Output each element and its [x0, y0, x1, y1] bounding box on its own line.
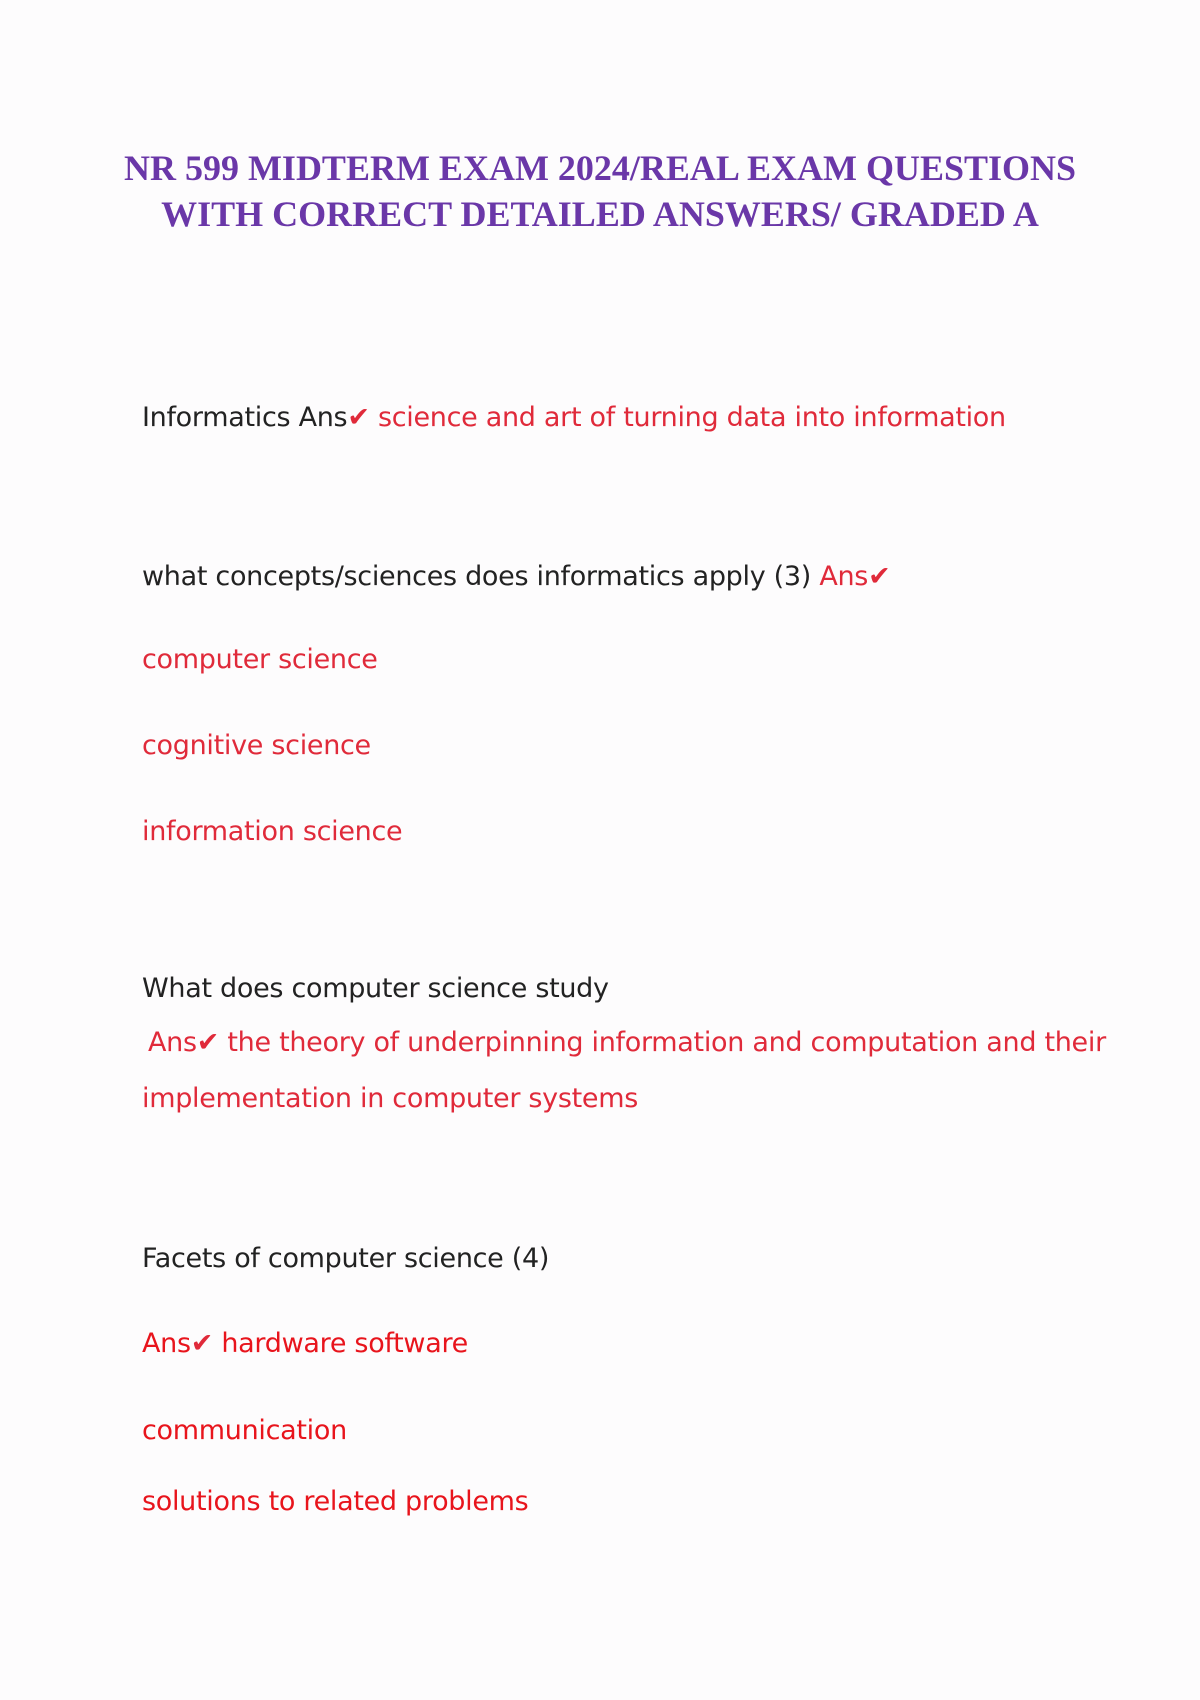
- answer-item: cognitive science: [142, 730, 371, 761]
- qa-informatics: [142, 402, 1006, 433]
- question-text: What does computer science study: [142, 973, 609, 1004]
- ans-label: Ans: [148, 1027, 197, 1058]
- answer-line: [142, 1328, 468, 1359]
- answer-line: [148, 1027, 1106, 1058]
- check-icon: ✔: [868, 561, 891, 592]
- answer-text: hardware software: [221, 1328, 468, 1359]
- ans-label: Ans: [819, 561, 869, 592]
- document-title: [100, 145, 1100, 237]
- answer-text: science and art of turning data into information: [377, 402, 1006, 433]
- answer-item: communication: [142, 1415, 347, 1446]
- answer-line: implementation in computer systems: [142, 1083, 638, 1114]
- check-icon: ✔: [196, 1027, 220, 1058]
- answer-item: computer science: [142, 644, 378, 675]
- check-icon: ✔: [190, 1328, 214, 1359]
- title-line-1: NR 599 MIDTERM EXAM 2024/REAL EXAM QUESTIONS: [123, 148, 1077, 188]
- ans-label: Ans: [298, 402, 348, 433]
- question-text: what concepts/sciences does informatics apply (3): [142, 561, 812, 592]
- check-icon: ✔: [347, 402, 370, 433]
- answer-item: solutions to related problems: [142, 1486, 529, 1517]
- title-line-2: WITH CORRECT DETAILED ANSWERS/ GRADED A: [161, 194, 1039, 234]
- ans-label: Ans: [142, 1328, 191, 1359]
- answer-text: the theory of underpinning information and computation and their: [227, 1027, 1106, 1058]
- answer-item: information science: [142, 816, 403, 847]
- question-text: Informatics: [142, 402, 291, 433]
- question-text: Facets of computer science (4): [142, 1243, 550, 1274]
- qa-informatics-sciences: [142, 561, 890, 592]
